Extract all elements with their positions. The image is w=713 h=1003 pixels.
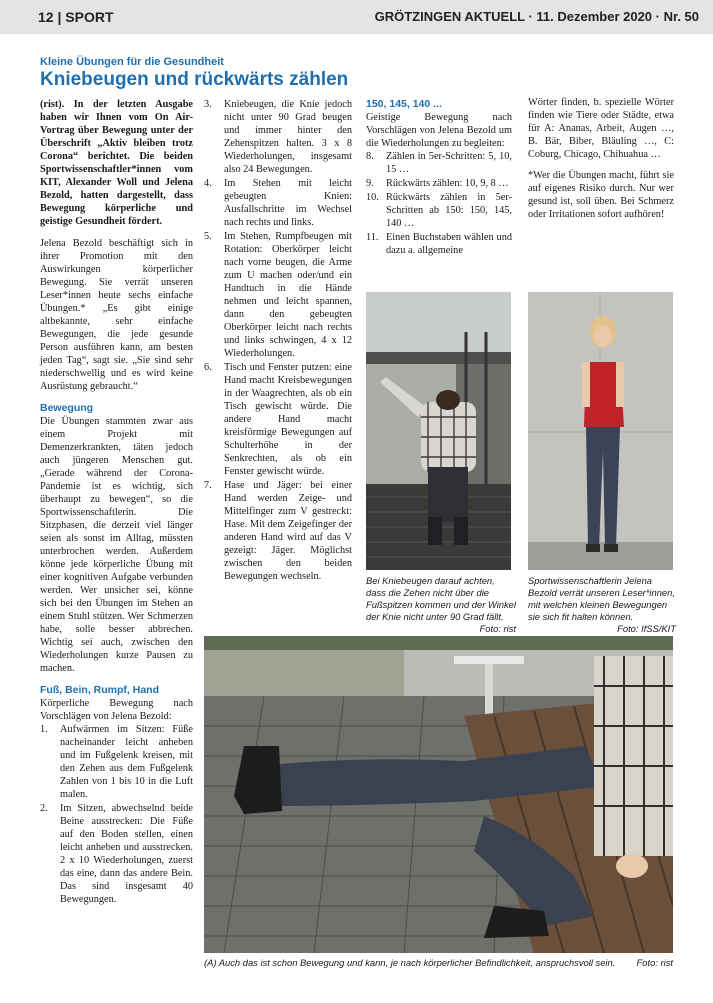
article-title: Kniebeugen und rückwärts zählen <box>40 69 349 90</box>
list-item: 10. Rückwärts zählen in 5er-Schritten ab 150: 150, 145, 140 … <box>366 192 512 229</box>
exercise-list-3 <box>366 150 512 257</box>
list-item: 11. Einen Buchstaben wählen und dazu a. allgemeine <box>366 232 512 256</box>
article-paragraph-2: Die Übungen stammten zwar aus einem Projekt mit Demenzerkrankten, täten jedoch auch jüngeren Menschen gut. „Gerade während der Corona-Pandemie ist es wichtig, sich überhaupt zu bewegen“, so die Sportwissenschaftlerin. Die Sitzphasen, die derzeit viel länger seien als sonst im Alltag, müssten unterbrochen werden. Außerdem könne jede körperliche Übung mit einer kognitiven Aufgabe verbunden werden. Wer unsicher sei, könne sich bei den Übungen im Stehen an einem Stuhl stützen. Wer Schmerzen habe, solle besser abbrechen. Wichtig sei auch, zwischen den Wiederholungen kurze Pausen zu machen. <box>40 416 193 674</box>
photo-squat <box>366 292 511 570</box>
photo-portrait <box>528 292 673 570</box>
list-item: 5. Im Stehen, Rumpfbeugen mit Rotation: Oberkörper leicht nach vorne beugen, die Arme zum U machen oder/und ein Handtuch in die Hände nehmen und leicht spannen, dann den gebeugten Oberkörper leicht nach rechts und links schwingen, 4 x 12 Wiederholungen. <box>204 231 352 359</box>
article-column-1 <box>40 98 193 907</box>
publication-info: GRÖTZINGEN AKTUELL · 11. Dezember 2020 · Nr. 50 <box>374 9 699 24</box>
subhead-counting: 150, 145, 140 ... <box>366 98 442 110</box>
list-intro-mental: Geistige Bewegung nach Vorschlägen von Jelena Bezold um die Wiederholungen zu begleiten: <box>366 112 512 149</box>
list-item: 7. Hase und Jäger: bei einer Hand werden Zeige- und Mittelfinger zum V gestreckt: Hase. Mit dem Zeigefinger der anderen Hand wird auf das V gezeigt: Jäger. Möglichst zwischen den beiden Bewegungen wechseln. <box>204 480 352 582</box>
article-column-3 <box>366 98 512 258</box>
list-item: 1. Aufwärmen im Sitzen: Füße nacheinander leicht anheben und im Fußgelenk kreisen, mit den Zehen aus dem Fußgelenk Zahlen von 1 bis 10 in die Luft malen. <box>40 724 193 800</box>
subhead-fuss-bein: Fuß, Bein, Rumpf, Hand <box>40 684 159 696</box>
photo-squat-caption: Bei Kniebeugen darauf achten, dass die Zehen nicht über die Fußspitzen kommen und der Winkel der Knie nicht unter 90 Grad fällt. Foto: rist <box>366 575 516 634</box>
list-item: 8. Zählen in 5er-Schritten: 5, 10, 15 … <box>366 151 512 175</box>
page-section: 12 | SPORT <box>38 9 114 25</box>
article-paragraph-1: Jelena Bezold beschäftigt sich in ihrer Promotion mit den Auswirkungen körperlicher Bewegung. Sie verrät unseren Leser*innen heute sechs einfache Übungen.* „Es gibt einige altbekannte, sehr einfache Bewegungen, die jede gesunde Person ausführen kann, am besten jeden Tag“, sagt sie. „Sie sind sehr niederschwellig und es wird keine Ausrüstung gebraucht.“ <box>40 238 193 392</box>
exercise-list-1 <box>40 723 193 906</box>
page-header <box>0 0 713 34</box>
article-lead: (rist). In der letzten Ausgabe haben wir Ihnen vom On Air-Vortrag über Bewegung unter der Überschrift „Aktiv bleiben trotz Corona“ berichtet. Die beiden Sportwissenschaftler*innen vom KIT, Alexander Woll und Jelena Bezold, hatten dargestellt, dass Bewegung körperliche und geistige Gesundheit fördert. <box>40 99 193 227</box>
article-footnote: *Wer die Übungen macht, führt sie auf eigenes Risiko durch. Nur wer gesund ist, soll üben. Bei Schmerz oder Irritationen sofort aufhören! <box>528 170 674 220</box>
list-continuation: Wörter finden, b. spezielle Wörter finden wie Tiere oder Städte, etwa für A: Ananas, Arbeit, Augen …, B. Bär, Biber, Bläuling …, C: Coburg, Chicago, Chihuahua … <box>528 97 674 160</box>
list-item: 9. Rückwärts zählen: 10, 9, 8 … <box>366 178 509 189</box>
article-column-4 <box>528 96 674 221</box>
exercise-list-2 <box>204 98 352 583</box>
article-column-2 <box>204 98 352 584</box>
list-item: 2. Im Sitzen, abwechselnd beide Beine ausstrecken: Die Füße auf den Boden stellen, einen leicht anheben und ausstrecken. 2 x 10 Wiederholungen, zuerst das eine, dann das andere Bein. Das sind insgesamt 40 Bewegungen. <box>40 803 193 905</box>
subhead-bewegung: Bewegung <box>40 402 94 414</box>
photo-portrait-caption: Sportwissenschaftlerin Jelena Bezold verrät unseren Leser*innen, mit welchen kleinen Bewegungen sie sich fit halten können. Foto: IfSS/KIT <box>528 575 676 634</box>
article-kicker: Kleine Übungen für die Gesundheit <box>40 56 224 68</box>
photo-leg-raise-caption: (A) Auch das ist schon Bewegung und kann, je nach körperlicher Befindlichkeit, anspruchsvoll sein. Foto: rist <box>204 957 673 968</box>
list-item: 6. Tisch und Fenster putzen: eine Hand macht Kreisbewegungen in der Waagrechten, als ob ein Tisch gewischt würde. Die andere Hand macht kreisförmige Bewegungen auf Schulterhöhe in der Senkrechten, als ob ein Fenster gewischt würde. <box>204 362 352 477</box>
list-intro-physical: Körperliche Bewegung nach Vorschlägen von Jelena Bezold: <box>40 698 193 722</box>
list-item: 4. Im Stehen mit leicht gebeugten Knien: Ausfallschritte im Wechsel nach rechts und links. <box>204 178 352 228</box>
list-item: 3. Kniebeugen, die Knie jedoch nicht unter 90 Grad beugen und immer hinter den Zehenspitzen halten. 3 x 8 Wiederholungen, insgesamt also 24 Bewegungen. <box>204 99 352 175</box>
photo-leg-raise <box>204 636 673 953</box>
